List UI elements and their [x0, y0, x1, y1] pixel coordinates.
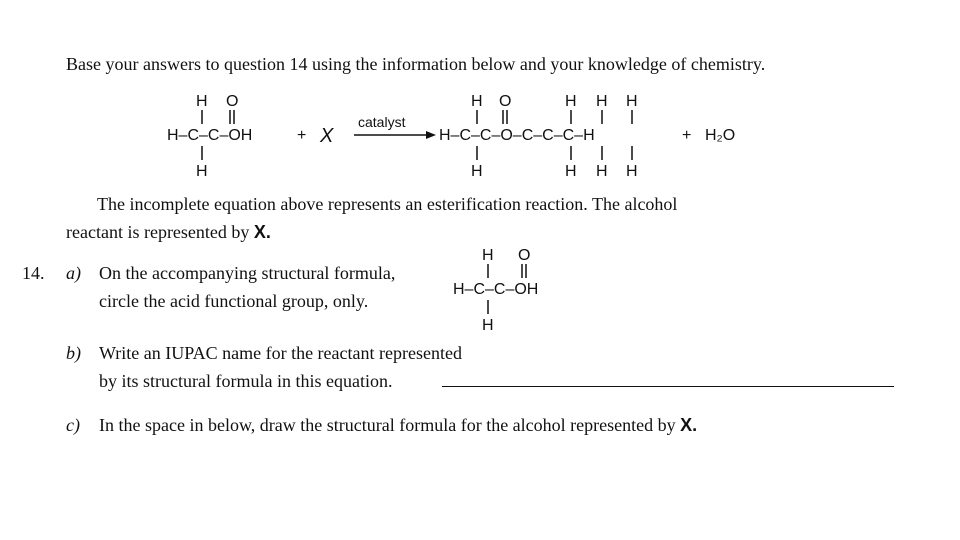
- plus-sign: +: [682, 127, 692, 144]
- intro-text: Base your answers to question 14 using the information below and your knowledge of chemistry.: [66, 54, 766, 74]
- description-line-2-text: reactant is represented by: [66, 222, 254, 242]
- acid-main-chain: H–C–C–OH: [453, 281, 539, 298]
- acid-main-chain: H–C–C–OH: [167, 127, 253, 144]
- description-line-1: The incomplete equation above represents an esterification reaction. The alcohol: [97, 194, 678, 214]
- reaction-arrow: [354, 114, 436, 139]
- atom-o: O: [226, 93, 239, 110]
- atom-h: H: [482, 317, 494, 334]
- esterification-equation: [0, 84, 960, 184]
- atom-h: H: [471, 163, 483, 180]
- plus-sign: +: [297, 127, 307, 144]
- atom-h: H: [196, 93, 208, 110]
- acid-reactant-formula: [167, 93, 252, 180]
- atom-h: H: [565, 163, 577, 180]
- atom-h: H: [626, 163, 638, 180]
- atom-h: H: [471, 93, 483, 110]
- atom-h: H: [626, 93, 638, 110]
- description-line-2: [66, 221, 271, 243]
- atom-o: O: [518, 247, 531, 264]
- alcohol-variable-x: X.: [680, 415, 698, 435]
- part-a-label: a): [66, 263, 81, 283]
- ester-main-chain: H–C–C–O–C–C–C–H: [439, 127, 595, 144]
- iupac-name-answer-line[interactable]: [442, 386, 894, 387]
- part-b-line-1: Write an IUPAC name for the reactant represented: [99, 343, 462, 363]
- part-b-line-2: by its structural formula in this equation.: [99, 371, 393, 391]
- atom-h: H: [596, 163, 608, 180]
- atom-h: H: [596, 93, 608, 110]
- atom-h: H: [196, 163, 208, 180]
- ester-product-formula: [439, 93, 638, 180]
- atom-h: H: [565, 93, 577, 110]
- water-product: H₂O: [705, 127, 736, 144]
- part-c-instruction: In the space in below, draw the structural formula for the alcohol represented by: [99, 415, 681, 435]
- atom-o: O: [499, 93, 512, 110]
- alcohol-drawing-area[interactable]: [66, 445, 896, 535]
- part-a-line-1: On the accompanying structural formula,: [99, 263, 396, 283]
- arrow-label-catalyst: catalyst: [358, 114, 406, 130]
- part-c-label: c): [66, 415, 80, 435]
- part-a-line-2: circle the acid functional group, only.: [99, 291, 369, 311]
- alcohol-variable-x: X.: [253, 222, 271, 242]
- unknown-alcohol-x: X: [320, 125, 334, 147]
- part-b-label: b): [66, 343, 81, 363]
- atom-h: H: [482, 247, 494, 264]
- question-number: 14.: [22, 263, 45, 283]
- acid-structural-formula[interactable]: [440, 240, 600, 340]
- part-c-text: [99, 414, 697, 436]
